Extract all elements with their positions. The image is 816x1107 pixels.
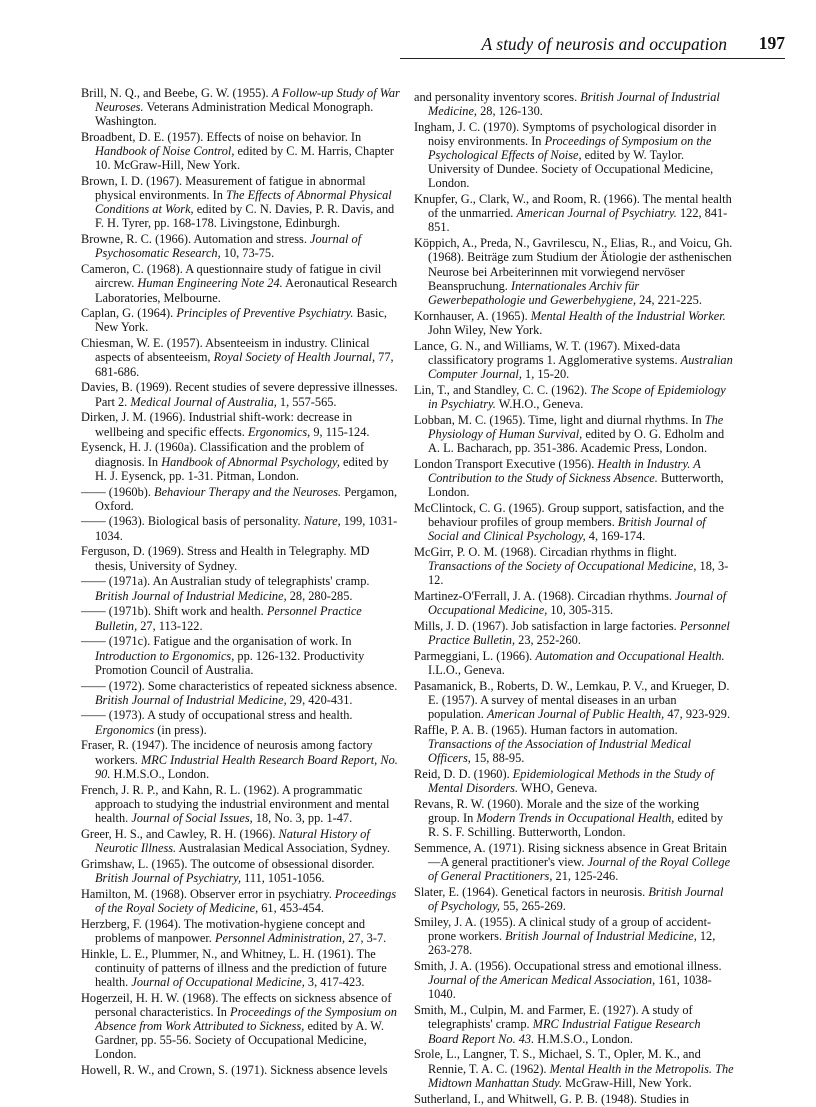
reference-source-title: Automation and Occupational Health. — [535, 648, 725, 663]
reference-details: 10, 305-315. — [547, 603, 614, 618]
reference-text: London Transport Executive (1956). — [414, 456, 598, 471]
reference-details: edited by W. Taylor. University of Dundee. Society of Occupational Medicine, London. — [428, 148, 714, 191]
reference-entry — [414, 649, 734, 677]
reference-entry — [81, 410, 401, 438]
reference-details: 4, 169-174. — [585, 528, 646, 543]
reference-details: 77, 681-686. — [95, 350, 394, 379]
reference-source-title: British Journal of Psychology, — [428, 885, 724, 914]
reference-text: Herzberg, F. (1964). The motivation-hygiene concept and problems of manpower. — [81, 916, 366, 945]
reference-text: Brown, I. D. (1967). Measurement of fatigue in abnormal physical environments. In — [81, 174, 366, 203]
reference-details: 47, 923-929. — [664, 707, 731, 722]
reference-source-title: British Journal of Social and Clinical Psychology, — [428, 514, 706, 543]
reference-entry — [81, 514, 401, 542]
reference-text: Smiley, J. A. (1955). A clinical study of a group of accident-prone workers. — [414, 915, 712, 944]
reference-text: Chiesman, W. E. (1957). Absenteeism in industry. Clinical aspects of absenteeism, — [81, 336, 370, 365]
reference-entry — [414, 885, 734, 913]
reference-details: 27, 113-122. — [137, 618, 203, 633]
reference-source-title: Journal of the American Medical Association, — [428, 973, 656, 988]
reference-text: —— (1960b). — [81, 484, 155, 499]
reference-details: 28, 280-285. — [286, 588, 353, 603]
reference-source-title: Behaviour Therapy and the Neuroses. — [154, 484, 342, 499]
reference-text: Browne, R. C. (1966). Automation and stress. — [81, 232, 311, 247]
reference-text: —— (1971b). Shift work and health. — [81, 604, 267, 619]
reference-text: Pasamanick, B., Roberts, D. W., Lemkau, P. V., and Krueger, D. E. (1957). A survey of mental diseases in an urban population. — [414, 678, 730, 722]
running-header — [400, 28, 785, 59]
reference-source-title: Medical Journal of Australia, — [130, 394, 277, 409]
reference-source-title: British Journal of Industrial Medicine, — [95, 588, 287, 603]
reference-text: McClintock, C. G. (1965). Group support, satisfaction, and the behaviour profiles of group members. — [414, 500, 724, 529]
reference-details: 21, 125-246. — [552, 869, 619, 884]
reference-text: Cameron, C. (1968). A questionnaire study of fatigue in civil aircrew. — [81, 262, 382, 291]
reference-details: W.H.O., Geneva. — [495, 396, 584, 411]
reference-text: —— (1971a). An Australian study of telegraphists' cramp. — [81, 574, 370, 589]
reference-details: edited by O. G. Edholm and A. L. Bacharach, pp. 351-386. Academic Press, London. — [428, 426, 725, 455]
reference-source-title: Personnel Administration, — [214, 930, 346, 945]
reference-source-title: Journal of the Royal College of General Practitioners, — [428, 855, 731, 884]
reference-text: Semmence, A. (1971). Rising sickness absence in Great Britain—A general practitioner's view. — [414, 841, 727, 870]
reference-source-title: Australian Computer Journal, — [428, 352, 733, 381]
reference-source-title: Epidemiological Methods in the Study of Mental Disorders. — [428, 767, 714, 796]
reference-details: 28, 126-130. — [477, 104, 543, 119]
reference-entry — [81, 232, 401, 260]
reference-source-title: British Journal of Psychiatry, — [95, 870, 242, 885]
reference-details: 161, 1038-1040. — [428, 973, 712, 1002]
reference-entry — [81, 174, 401, 230]
reference-details: 29, 420-431. — [286, 692, 353, 707]
reference-text: Hogerzeil, H. H. W. (1968). The effects on sickness absence of personal characteristics. In — [81, 990, 392, 1019]
reference-entry — [414, 619, 734, 647]
reference-text: Mills, J. D. (1967). Job satisfaction in large factories. — [414, 618, 680, 633]
reference-text: Reid, D. D. (1960). — [414, 767, 513, 782]
reference-entry — [81, 991, 401, 1061]
reference-text: Eysenck, H. J. (1960a). Classification and the problem of diagnosis. In — [81, 440, 365, 469]
reference-entry — [81, 947, 401, 989]
reference-text: Grimshaw, L. (1965). The outcome of obsessional disorder. — [81, 856, 375, 871]
reference-text: Broadbent, D. E. (1957). Effects of noise on behavior. In — [81, 130, 362, 145]
reference-source-title: Proceedings of Symposium on the Psychological Effects of Noise, — [428, 134, 712, 163]
reference-entry — [414, 90, 734, 118]
reference-text: Davies, B. (1969). Recent studies of severe depressive illnesses. Part 2. — [81, 380, 398, 409]
reference-text: —— (1972). Some characteristics of repeated sickness absence. — [81, 678, 398, 693]
reference-details: 12, 263-278. — [428, 929, 716, 958]
reference-details: 122, 841-851. — [428, 206, 728, 235]
reference-entry — [81, 827, 401, 855]
reference-details: edited by C. N. Davies, P. R. Davis, and F. H. Tyrer, pp. 168-178. Livingstone, Edinburgh. — [95, 202, 395, 231]
reference-entry — [414, 501, 734, 543]
reference-source-title: Nature, — [303, 514, 341, 529]
reference-details: H.M.S.O., London. — [534, 1031, 633, 1046]
reference-entry — [414, 589, 734, 617]
reference-entry — [81, 262, 401, 304]
reference-text: Sutherland, I., and Whitwell, G. P. B. (1948). Studies in — [414, 1091, 690, 1106]
reference-entry — [414, 413, 734, 455]
reference-source-title: Principles of Preventive Psychiatry. — [176, 306, 354, 321]
reference-source-title: Royal Society of Health Journal, — [213, 350, 376, 365]
reference-details: 23, 252-260. — [515, 633, 581, 648]
reference-details: 55, 265-269. — [500, 899, 566, 914]
reference-entry — [414, 339, 734, 381]
reference-details: 18, No. 3, pp. 1-47. — [252, 810, 353, 825]
reference-source-title: Journal of Social Issues, — [131, 810, 253, 825]
reference-entry — [414, 457, 734, 499]
reference-entry — [414, 236, 734, 306]
reference-text: Hinkle, L. E., Plummer, N., and Whitney, L. H. (1961). The continuity of patterns of illness and the prediction of future health. — [81, 946, 387, 989]
reference-source-title: American Journal of Public Health, — [486, 707, 665, 722]
reference-source-title: A Follow-up Study of War Neuroses. — [95, 86, 400, 115]
reference-entry — [414, 767, 734, 795]
reference-details: 1, 557-565. — [276, 394, 337, 409]
reference-text: Kornhauser, A. (1965). — [414, 308, 531, 323]
reference-entry — [414, 797, 734, 839]
reference-source-title: Personnel Practice Bulletin, — [95, 604, 362, 633]
reference-source-title: The Scope of Epidemiology in Psychiatry. — [428, 382, 726, 411]
reference-details: 3, 417-423. — [304, 974, 365, 989]
reference-text: —— (1973). A study of occupational stress and health. — [81, 708, 353, 723]
reference-text: McGirr, P. O. M. (1968). Circadian rhythms in flight. — [414, 544, 677, 559]
reference-text: Ferguson, D. (1969). Stress and Health in Telegraphy. MD thesis, University of Sydney. — [81, 544, 370, 573]
reference-text: Smith, M., Culpin, M. and Farmer, E. (1927). A study of telegraphists' cramp. — [414, 1003, 693, 1032]
reference-source-title: Handbook of Abnormal Psychology, — [161, 454, 340, 469]
reference-source-title: Ergonomics, — [247, 424, 311, 439]
reference-details: 1, 15-20. — [521, 366, 570, 381]
reference-details: I.L.O., Geneva. — [428, 663, 505, 678]
reference-source-title: Modern Trends in Occupational Health, — [476, 811, 675, 826]
reference-entry — [414, 1047, 734, 1089]
reference-entry — [81, 783, 401, 825]
reference-entry — [81, 738, 401, 780]
reference-text: French, J. R. P., and Kahn, R. L. (1962). A programmatic approach to studying the industrial environment and mental health. — [81, 782, 390, 825]
reference-source-title: Mental Health of the Industrial Worker. — [530, 308, 726, 323]
reference-source-title: Mental Health in the Metropolis. The Midtown Manhattan Study. — [428, 1061, 734, 1090]
reference-text: Knupfer, G., Clark, W., and Room, R. (1966). The mental health of the unmarried. — [414, 192, 732, 221]
reference-details: 18, 3-12. — [428, 558, 729, 588]
reference-entry — [81, 440, 401, 482]
reference-entry — [414, 679, 734, 721]
reference-source-title: Proceedings of the Royal Society of Medicine, — [95, 886, 397, 915]
reference-source-title: Natural History of Neurotic Illness. — [95, 826, 370, 855]
reference-entry — [414, 120, 734, 190]
reference-text: Köppich, A., Preda, N., Gavrilescu, N., Elias, R., and Voicu, Gh. (1968). Beiträge zum Studium der Ätiologie der asthenischen Neurose bei Arbeiterinnen mit vorwiegend nervöser Beanspruchung. — [414, 236, 733, 293]
reference-text: Revans, R. W. (1960). Morale and the size of the working group. In — [414, 797, 700, 826]
reference-entry — [414, 841, 734, 883]
reference-details: 15, 88-95. — [470, 751, 525, 766]
reference-source-title: The Physiology of Human Survival, — [428, 412, 724, 441]
reference-source-title: Ergonomics — [95, 722, 155, 737]
reference-source-title: MRC Industrial Health Research Board Report, No. 90. — [95, 752, 398, 781]
reference-details: Butterworth, London. — [428, 470, 724, 499]
reference-details: pp. 126-132. Productivity Promotion Council of Australia. — [95, 648, 365, 677]
reference-source-title: MRC Industrial Fatigue Research Board Report No. 43. — [428, 1017, 701, 1046]
reference-text: Caplan, G. (1964). — [81, 306, 177, 321]
reference-entry — [81, 380, 401, 408]
reference-source-title: The Effects of Abnormal Physical Conditions at Work, — [95, 188, 392, 217]
reference-source-title: Handbook of Noise Control, — [95, 144, 235, 159]
reference-entry — [81, 336, 401, 378]
reference-source-title: British Journal of Industrial Medicine, — [428, 90, 720, 119]
reference-text: Martinez-O'Ferrall, J. A. (1968). Circadian rhythms. — [414, 588, 676, 603]
reference-source-title: Health in Industry. A Contribution to the Study of Sickness Absence. — [428, 456, 701, 485]
reference-details: WHO, Geneva. — [518, 781, 598, 796]
reference-entry — [414, 545, 734, 587]
reference-source-title: Human Engineering Note 24. — [137, 276, 283, 291]
reference-entry — [81, 130, 401, 172]
reference-details: 9, 115-124. — [310, 424, 370, 439]
reference-text: Raffle, P. A. B. (1965). Human factors in automation. — [414, 722, 678, 737]
reference-entry — [81, 634, 401, 676]
reference-source-title: British Journal of Industrial Medicine, — [505, 929, 697, 944]
reference-entry — [81, 708, 401, 736]
reference-text: —— (1963). Biological basis of personality. — [81, 514, 304, 529]
reference-source-title: Personnel Practice Bulletin, — [428, 618, 730, 648]
reference-details: edited by A. W. Gardner, pp. 55-56. Society of Occupational Medicine, London. — [95, 1018, 384, 1062]
reference-details: John Wiley, New York. — [428, 322, 543, 337]
reference-source-title: Transactions of the Association of Industrial Medical Officers, — [428, 737, 692, 766]
reference-details: 10, 73-75. — [220, 246, 275, 261]
reference-entry — [414, 383, 734, 411]
reference-text: Brill, N. Q., and Beebe, G. W. (1955). — [81, 86, 272, 100]
reference-text: and personality inventory scores. — [414, 90, 581, 104]
reference-entry — [414, 192, 734, 234]
reference-entry — [81, 604, 401, 632]
reference-source-title: Internationales Archiv für Gewerbepathologie und Gewerbehygiene, — [428, 278, 640, 307]
reference-text: Slater, E. (1964). Genetical factors in neurosis. — [414, 885, 649, 900]
reference-details: edited by H. J. Eysenck, pp. 1-31. Pitman, London. — [95, 454, 389, 483]
reference-details: Basic, New York. — [95, 306, 388, 335]
reference-text: Ingham, J. C. (1970). Symptoms of psychological disorder in noisy environments. In — [414, 119, 717, 149]
reference-text: Hamilton, M. (1968). Observer error in psychiatry. — [81, 886, 335, 901]
reference-details: 199, 1031-1034. — [95, 514, 398, 543]
reference-text: Srole, L., Langner, T. S., Michael, S. T., Opler, M. K., and Rennie, T. A. C. (1962). — [414, 1047, 701, 1076]
reference-text: Lobban, M. C. (1965). Time, light and diurnal rhythms. In — [414, 412, 705, 427]
reference-details: Aeronautical Research Laboratories, Melbourne. — [95, 276, 398, 305]
reference-entry — [414, 915, 734, 957]
reference-entry — [81, 679, 401, 707]
reference-text: Parmeggiani, L. (1966). — [414, 648, 536, 663]
reference-entry — [414, 959, 734, 1001]
reference-entry — [414, 1003, 734, 1045]
reference-entry — [81, 887, 401, 915]
reference-text: Greer, H. S., and Cawley, R. H. (1966). — [81, 826, 279, 841]
reference-entry — [81, 857, 401, 885]
reference-source-title: Journal of Psychosomatic Research, — [95, 232, 362, 261]
reference-text: Lance, G. N., and Williams, W. T. (1967). Mixed-data classificatory programs 1. Agglomerative systems. — [414, 338, 681, 367]
reference-text: Dirken, J. M. (1966). Industrial shift-work: decrease in wellbeing and specific effects. — [81, 410, 353, 439]
reference-source-title: Proceedings of the Symposium on Absence from Work Attributed to Sickness, — [95, 1004, 397, 1033]
reference-text: Fraser, R. (1947). The incidence of neurosis among factory workers. — [81, 738, 373, 767]
references-left-column — [81, 86, 401, 1079]
reference-entry — [414, 723, 734, 765]
reference-source-title: Journal of Occupational Medicine, — [131, 974, 305, 989]
reference-entry — [414, 1092, 734, 1106]
reference-details: 27, 3-7. — [345, 930, 387, 945]
reference-details: 24, 221-225. — [636, 292, 702, 307]
reference-source-title: American Journal of Psychiatry. — [516, 206, 677, 221]
reference-details: edited by C. M. Harris, Chapter 10. McGraw-Hill, New York. — [95, 144, 394, 173]
reference-details: H.M.S.O., London. — [110, 766, 210, 781]
reference-details: 111, 1051-1056. — [241, 870, 325, 885]
reference-text: Howell, R. W., and Crown, S. (1971). Sickness absence levels — [81, 1062, 388, 1077]
running-title: A study of neurosis and occupation — [481, 34, 727, 54]
reference-entry — [81, 485, 401, 513]
reference-entry — [81, 917, 401, 945]
reference-details: Australasian Medical Association, Sydney. — [176, 840, 390, 855]
reference-text: Lin, T., and Standley, C. C. (1962). — [414, 382, 591, 397]
reference-text: —— (1971c). Fatigue and the organisation of work. In — [81, 634, 352, 649]
reference-source-title: Journal of Occupational Medicine, — [428, 588, 727, 618]
reference-details: Veterans Administration Medical Monograph. Washington. — [95, 100, 374, 129]
reference-source-title: British Journal of Industrial Medicine, — [95, 692, 287, 707]
reference-text: Smith, J. A. (1956). Occupational stress and emotional illness. — [414, 959, 722, 974]
reference-source-title: Introduction to Ergonomics, — [95, 648, 235, 663]
reference-entry — [81, 306, 401, 334]
reference-source-title: Transactions of the Society of Occupational Medicine, — [428, 558, 697, 573]
references-right-column — [414, 90, 734, 1107]
reference-entry — [81, 86, 401, 128]
reference-details: 61, 453-454. — [258, 900, 324, 915]
reference-entry — [81, 574, 401, 602]
reference-entry — [414, 309, 734, 337]
page-number: 197 — [758, 33, 785, 53]
reference-details: edited by R. S. F. Schilling. Butterworth, London. — [428, 811, 724, 840]
reference-entry — [81, 544, 401, 572]
reference-details: McGraw-Hill, New York. — [562, 1075, 692, 1090]
reference-details: (in press). — [154, 722, 207, 737]
reference-details: Pergamon, Oxford. — [95, 484, 398, 513]
